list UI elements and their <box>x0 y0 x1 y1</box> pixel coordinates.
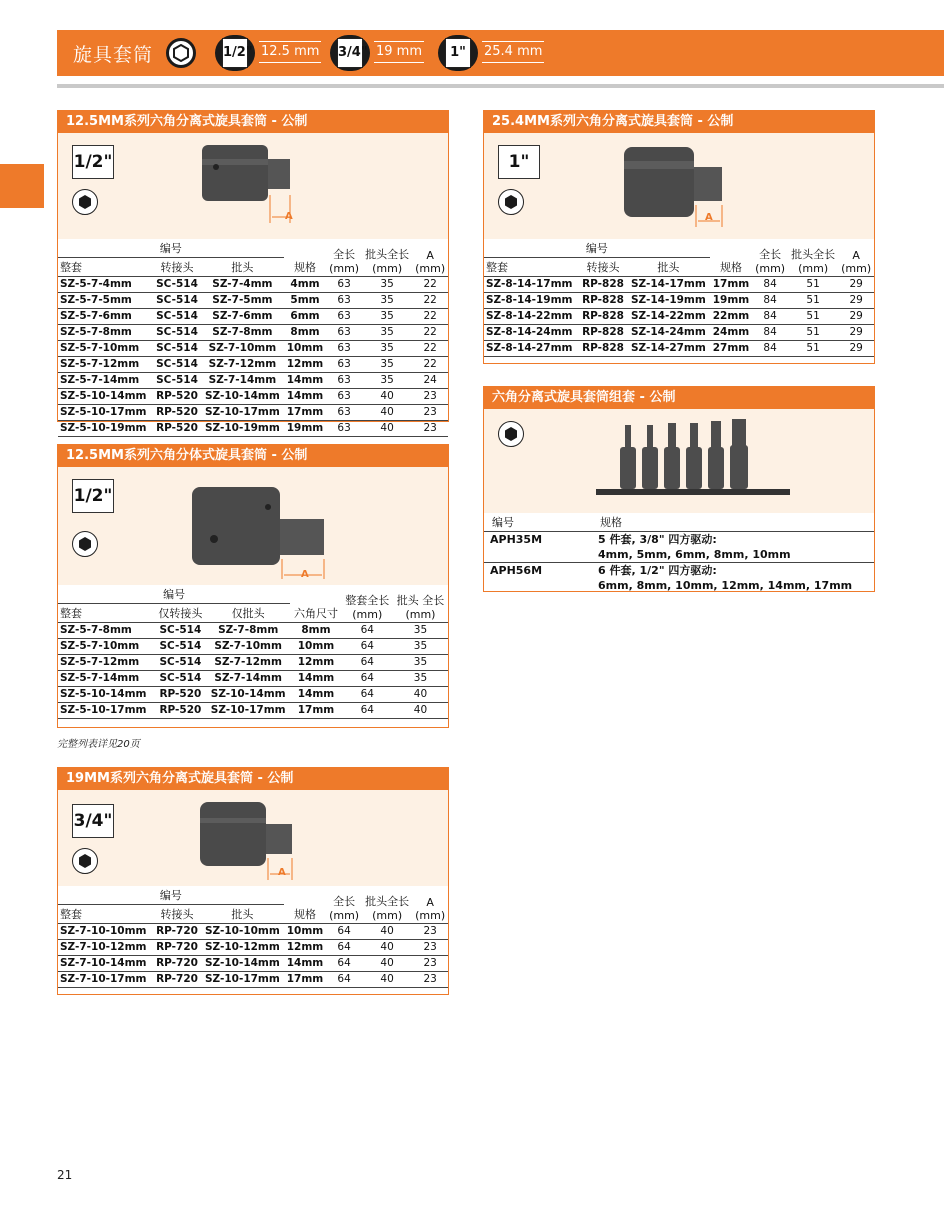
table-cell: SZ-5-7-6mm <box>58 309 153 325</box>
table-cell: SZ-5-7-8mm <box>58 325 153 341</box>
panel-title: 19MM系列六角分离式旋具套筒 - 公制 <box>58 768 448 790</box>
table-cell: 84 <box>752 341 788 357</box>
table-cell: SZ-5-10-17mm <box>58 703 155 719</box>
size-fraction-three-quarter: 3/4" <box>337 38 363 68</box>
table-cell: 22 <box>412 309 448 325</box>
col-a: A (mm) <box>838 239 874 277</box>
col-bit-length: 批头 全长 (mm) <box>393 585 448 623</box>
product-table <box>58 585 448 719</box>
col-adapter: 转接头 <box>153 258 201 277</box>
table-cell: SZ-10-19mm <box>201 421 284 437</box>
table-cell: RP-720 <box>153 972 201 988</box>
table-cell: SZ-5-7-10mm <box>58 639 155 655</box>
table-cell: 40 <box>393 687 448 703</box>
panel-socket-set <box>483 386 875 592</box>
table-cell: SZ-10-14mm <box>201 389 284 405</box>
product-image-area <box>58 790 448 886</box>
table-cell: 14mm <box>284 389 326 405</box>
table-row <box>58 277 448 293</box>
table-cell: 35 <box>362 373 412 389</box>
table-cell: 14mm <box>284 956 326 972</box>
table-cell: 19mm <box>284 421 326 437</box>
panel-title: 25.4MM系列六角分离式旋具套筒 - 公制 <box>484 111 874 133</box>
table-cell: 35 <box>393 639 448 655</box>
table-row <box>58 405 448 421</box>
panel-19mm-separate <box>57 767 449 995</box>
table-cell: 23 <box>412 421 448 437</box>
table-cell: 63 <box>326 389 362 405</box>
table-row <box>58 940 448 956</box>
table-cell: SZ-10-14mm <box>206 687 290 703</box>
table-cell: RP-828 <box>579 309 627 325</box>
table-cell: RP-720 <box>153 940 201 956</box>
table-row <box>484 341 874 357</box>
col-hex-size: 六角尺寸 <box>290 585 341 623</box>
table-row <box>58 703 448 719</box>
product-image-area <box>58 467 448 585</box>
table-cell: 84 <box>752 277 788 293</box>
socket-illustration <box>196 796 306 884</box>
table-row <box>58 389 448 405</box>
table-cell: 10mm <box>284 924 326 940</box>
col-length: 全长 (mm) <box>326 239 362 277</box>
table-row <box>484 309 874 325</box>
table-cell: SZ-5-10-14mm <box>58 389 153 405</box>
table-cell: SZ-7-8mm <box>201 325 284 341</box>
table-cell: SZ-5-10-14mm <box>58 687 155 703</box>
table-cell: SZ-10-12mm <box>201 940 284 956</box>
table-cell: 12mm <box>284 940 326 956</box>
table-cell: SZ-8-14-27mm <box>484 341 579 357</box>
table-cell: SZ-7-10mm <box>201 341 284 357</box>
table-cell: 35 <box>362 357 412 373</box>
table-cell: 5mm <box>284 293 326 309</box>
hex-icon <box>498 189 524 215</box>
size-mm-half: 12.5 mm <box>259 41 321 63</box>
table-cell: 84 <box>752 293 788 309</box>
table-cell: 64 <box>326 924 362 940</box>
table-cell: SC-514 <box>155 671 206 687</box>
table-cell: SZ-8-14-19mm <box>484 293 579 309</box>
table-cell: 40 <box>362 940 412 956</box>
table-cell: 22 <box>412 277 448 293</box>
product-table <box>58 886 448 988</box>
table-cell: 64 <box>342 703 393 719</box>
table-cell: 63 <box>326 293 362 309</box>
table-cell: RP-720 <box>153 956 201 972</box>
table-cell: 63 <box>326 341 362 357</box>
set-table <box>484 513 874 593</box>
table-cell: SZ-14-24mm <box>627 325 710 341</box>
product-image-area <box>484 133 874 239</box>
table-cell: SC-514 <box>153 309 201 325</box>
panel-title: 12.5MM系列六角分离式旋具套筒 - 公制 <box>58 111 448 133</box>
page-title: 旋具套筒 <box>73 44 154 66</box>
page-number: 21 <box>57 1168 73 1182</box>
table-row <box>58 357 448 373</box>
table-cell: SC-514 <box>153 293 201 309</box>
table-cell: SZ-5-7-14mm <box>58 373 153 389</box>
panel-25-4mm-separate <box>483 110 875 364</box>
table-row <box>58 421 448 437</box>
drive-size-box: 1/2" <box>72 479 114 513</box>
size-fraction-half: 1/2" <box>222 38 248 68</box>
table-cell: RP-828 <box>579 341 627 357</box>
col-spec: 规格 <box>284 886 326 924</box>
table-row <box>484 325 874 341</box>
table-cell: RP-828 <box>579 277 627 293</box>
hex-icon <box>498 421 524 447</box>
hex-icon <box>72 189 98 215</box>
panel-title: 12.5MM系列六角分体式旋具套筒 - 公制 <box>58 445 448 467</box>
table-cell: 64 <box>326 972 362 988</box>
col-code: 编号 <box>484 513 592 532</box>
table-cell: 40 <box>362 956 412 972</box>
col-adapter: 转接头 <box>579 258 627 277</box>
hex-icon <box>166 38 196 68</box>
group-header: 编号 <box>58 886 284 905</box>
table-cell: 14mm <box>284 373 326 389</box>
table-cell: 22 <box>412 357 448 373</box>
table-cell: SZ-10-17mm <box>206 703 290 719</box>
table-cell: 23 <box>412 940 448 956</box>
set-spec-line1: 6 件套, 1/2" 四方驱动: <box>592 563 874 579</box>
product-image-area <box>484 409 874 513</box>
drive-size-box: 1" <box>498 145 540 179</box>
table-cell: SZ-7-4mm <box>201 277 284 293</box>
col-spec: 规格 <box>284 239 326 277</box>
table-cell: 23 <box>412 389 448 405</box>
group-header: 编号 <box>484 239 710 258</box>
table-cell: SZ-8-14-17mm <box>484 277 579 293</box>
table-cell: 35 <box>362 325 412 341</box>
table-row <box>58 924 448 940</box>
table-cell: 23 <box>412 924 448 940</box>
col-set: 整套 <box>58 604 155 623</box>
product-table <box>484 239 874 357</box>
col-bit: 仅批头 <box>206 604 290 623</box>
table-row <box>58 956 448 972</box>
table-cell: 40 <box>362 924 412 940</box>
table-row <box>484 563 874 579</box>
table-cell: 17mm <box>290 703 341 719</box>
table-cell: SC-514 <box>155 623 206 639</box>
table-cell: RP-828 <box>579 293 627 309</box>
table-cell: SZ-7-10-17mm <box>58 972 153 988</box>
table-cell: 22 <box>412 325 448 341</box>
socket-illustration <box>620 141 730 231</box>
col-spec: 规格 <box>592 513 874 532</box>
table-cell: SZ-5-10-19mm <box>58 421 153 437</box>
table-cell: 23 <box>412 405 448 421</box>
dimension-label: A <box>301 569 309 580</box>
table-cell: 27mm <box>710 341 752 357</box>
header-divider <box>57 84 944 88</box>
table-cell: SZ-5-7-4mm <box>58 277 153 293</box>
table-cell: 40 <box>362 421 412 437</box>
table-cell: 6mm <box>284 309 326 325</box>
table-cell: RP-520 <box>155 687 206 703</box>
table-cell: 51 <box>788 277 838 293</box>
table-cell: 10mm <box>284 341 326 357</box>
table-row <box>484 532 874 548</box>
table-cell: SZ-7-10mm <box>206 639 290 655</box>
table-cell: SZ-5-7-8mm <box>58 623 155 639</box>
col-length: 全长 (mm) <box>326 886 362 924</box>
table-cell: SZ-10-17mm <box>201 972 284 988</box>
table-cell: 24mm <box>710 325 752 341</box>
table-cell: 51 <box>788 293 838 309</box>
socket-set-illustration <box>594 415 794 507</box>
table-cell: SZ-7-10-10mm <box>58 924 153 940</box>
footnote: 完整列表详见20页 <box>57 739 140 750</box>
table-cell: 23 <box>412 956 448 972</box>
table-cell: SZ-7-10-12mm <box>58 940 153 956</box>
group-header: 编号 <box>58 585 290 604</box>
table-cell: SZ-5-10-17mm <box>58 405 153 421</box>
table-cell: 17mm <box>284 972 326 988</box>
table-row <box>58 655 448 671</box>
set-spec-line1: 5 件套, 3/8" 四方驱动: <box>598 533 717 546</box>
table-cell: 40 <box>362 405 412 421</box>
table-row <box>58 293 448 309</box>
table-cell: RP-520 <box>153 421 201 437</box>
table-cell: 22 <box>412 293 448 309</box>
drive-size-box: 1/2" <box>72 145 114 179</box>
table-row <box>58 623 448 639</box>
table-cell: 24 <box>412 373 448 389</box>
table-cell: 17mm <box>284 405 326 421</box>
table-cell: SZ-7-12mm <box>206 655 290 671</box>
table-cell: 35 <box>393 671 448 687</box>
table-cell: 19mm <box>710 293 752 309</box>
socket-illustration <box>198 139 318 229</box>
col-bit-length: 批头全长 (mm) <box>788 239 838 277</box>
table-cell: 63 <box>326 277 362 293</box>
table-cell: 63 <box>326 325 362 341</box>
table-cell: 22mm <box>710 309 752 325</box>
table-cell: SC-514 <box>153 325 201 341</box>
table-cell: 64 <box>342 687 393 703</box>
table-cell: SZ-10-17mm <box>201 405 284 421</box>
hex-icon <box>72 531 98 557</box>
table-cell: 64 <box>326 940 362 956</box>
table-cell: 64 <box>342 639 393 655</box>
table-cell: 35 <box>362 309 412 325</box>
table-cell: RP-720 <box>153 924 201 940</box>
table-row <box>58 687 448 703</box>
table-cell: 35 <box>393 655 448 671</box>
col-spec: 规格 <box>710 239 752 277</box>
table-row <box>484 277 874 293</box>
size-fraction-one-inch: 1" <box>445 38 471 68</box>
table-cell: 8mm <box>290 623 341 639</box>
table-cell: SZ-7-10-14mm <box>58 956 153 972</box>
table-cell: 35 <box>362 341 412 357</box>
table-cell: 64 <box>342 623 393 639</box>
table-cell: SZ-7-14mm <box>206 671 290 687</box>
table-cell: SZ-5-7-12mm <box>58 357 153 373</box>
table-cell: RP-520 <box>153 405 201 421</box>
col-bit-length: 批头全长 (mm) <box>362 886 412 924</box>
table-cell: 40 <box>393 703 448 719</box>
table-cell: 40 <box>362 972 412 988</box>
table-cell: 17mm <box>710 277 752 293</box>
table-row <box>58 639 448 655</box>
table-cell: SZ-14-17mm <box>627 277 710 293</box>
size-mm-three-quarter: 19 mm <box>374 41 424 63</box>
table-cell: SZ-7-14mm <box>201 373 284 389</box>
table-cell: SC-514 <box>155 655 206 671</box>
table-cell: 63 <box>326 309 362 325</box>
table-cell: RP-828 <box>579 325 627 341</box>
table-cell: 63 <box>326 373 362 389</box>
table-row <box>58 373 448 389</box>
table-cell: 29 <box>838 293 874 309</box>
table-cell: 10mm <box>290 639 341 655</box>
table-cell: SC-514 <box>153 277 201 293</box>
table-cell: SZ-7-12mm <box>201 357 284 373</box>
col-bit-length: 批头全长 (mm) <box>362 239 412 277</box>
col-adapter: 转接头 <box>153 905 201 924</box>
product-table <box>58 239 448 437</box>
dimension-label: A <box>705 212 713 223</box>
table-cell: SZ-7-8mm <box>206 623 290 639</box>
table-cell: 29 <box>838 325 874 341</box>
set-code: APH35M <box>490 533 543 546</box>
table-cell: SZ-5-7-10mm <box>58 341 153 357</box>
group-header: 编号 <box>58 239 284 258</box>
size-mm-one-inch: 25.4 mm <box>482 41 544 63</box>
panel-12-5mm-split <box>57 444 449 728</box>
hex-icon <box>72 848 98 874</box>
col-bit: 批头 <box>201 905 284 924</box>
table-cell: 51 <box>788 325 838 341</box>
col-set: 整套 <box>58 905 153 924</box>
table-cell: SZ-14-19mm <box>627 293 710 309</box>
col-set: 整套 <box>58 258 153 277</box>
table-cell: 40 <box>362 389 412 405</box>
table-row <box>58 309 448 325</box>
table-cell: SZ-8-14-24mm <box>484 325 579 341</box>
table-row <box>58 341 448 357</box>
table-cell: 12mm <box>290 655 341 671</box>
table-cell: SZ-10-10mm <box>201 924 284 940</box>
table-row <box>58 972 448 988</box>
table-cell: RP-520 <box>153 389 201 405</box>
set-code: APH56M <box>484 563 592 594</box>
table-cell: 63 <box>326 421 362 437</box>
table-cell: SZ-8-14-22mm <box>484 309 579 325</box>
drive-size-box: 3/4" <box>72 804 114 838</box>
table-row <box>58 325 448 341</box>
col-adapter: 仅转接头 <box>155 604 206 623</box>
table-row <box>484 293 874 309</box>
table-cell: 22 <box>412 341 448 357</box>
panel-title: 六角分离式旋具套筒组套 - 公制 <box>484 387 874 409</box>
table-cell: SZ-5-7-12mm <box>58 655 155 671</box>
table-cell: SZ-5-7-14mm <box>58 671 155 687</box>
table-cell: 35 <box>362 293 412 309</box>
header-banner <box>57 30 944 76</box>
table-cell: SC-514 <box>153 341 201 357</box>
product-image-area <box>58 133 448 239</box>
table-cell: 14mm <box>290 687 341 703</box>
table-cell: SZ-7-6mm <box>201 309 284 325</box>
col-length: 全长 (mm) <box>752 239 788 277</box>
table-cell: 29 <box>838 341 874 357</box>
table-cell: 51 <box>788 341 838 357</box>
table-cell: 35 <box>393 623 448 639</box>
table-cell: 84 <box>752 325 788 341</box>
table-cell: 63 <box>326 405 362 421</box>
col-bit: 批头 <box>201 258 284 277</box>
table-cell: 63 <box>326 357 362 373</box>
table-cell: 12mm <box>284 357 326 373</box>
table-cell: SC-514 <box>153 357 201 373</box>
table-cell: 51 <box>788 309 838 325</box>
table-cell: SC-514 <box>153 373 201 389</box>
table-cell: RP-520 <box>155 703 206 719</box>
col-set: 整套 <box>484 258 579 277</box>
table-row <box>58 671 448 687</box>
table-cell: SZ-14-22mm <box>627 309 710 325</box>
dimension-label: A <box>285 211 293 222</box>
table-cell: 64 <box>342 671 393 687</box>
table-cell: SZ-5-7-5mm <box>58 293 153 309</box>
col-set-length: 整套全长 (mm) <box>342 585 393 623</box>
table-cell: 8mm <box>284 325 326 341</box>
table-cell: 64 <box>326 956 362 972</box>
table-cell: 4mm <box>284 277 326 293</box>
col-a: A (mm) <box>412 886 448 924</box>
table-cell: 35 <box>362 277 412 293</box>
dimension-label: A <box>278 867 286 878</box>
col-a: A (mm) <box>412 239 448 277</box>
panel-12-5mm-separate <box>57 110 449 434</box>
table-cell: SZ-10-14mm <box>201 956 284 972</box>
set-spec-line2: 4mm, 5mm, 6mm, 8mm, 10mm <box>598 548 791 561</box>
table-cell: 84 <box>752 309 788 325</box>
table-cell: 23 <box>412 972 448 988</box>
table-cell: SC-514 <box>155 639 206 655</box>
table-cell: 14mm <box>290 671 341 687</box>
table-cell: 29 <box>838 277 874 293</box>
set-spec-line2: 6mm, 8mm, 10mm, 12mm, 14mm, 17mm <box>598 579 853 592</box>
table-cell: SZ-14-27mm <box>627 341 710 357</box>
table-cell: SZ-7-5mm <box>201 293 284 309</box>
table-cell: 29 <box>838 309 874 325</box>
table-cell: 64 <box>342 655 393 671</box>
socket-illustration <box>188 475 338 583</box>
side-tab <box>0 164 44 208</box>
col-bit: 批头 <box>627 258 710 277</box>
